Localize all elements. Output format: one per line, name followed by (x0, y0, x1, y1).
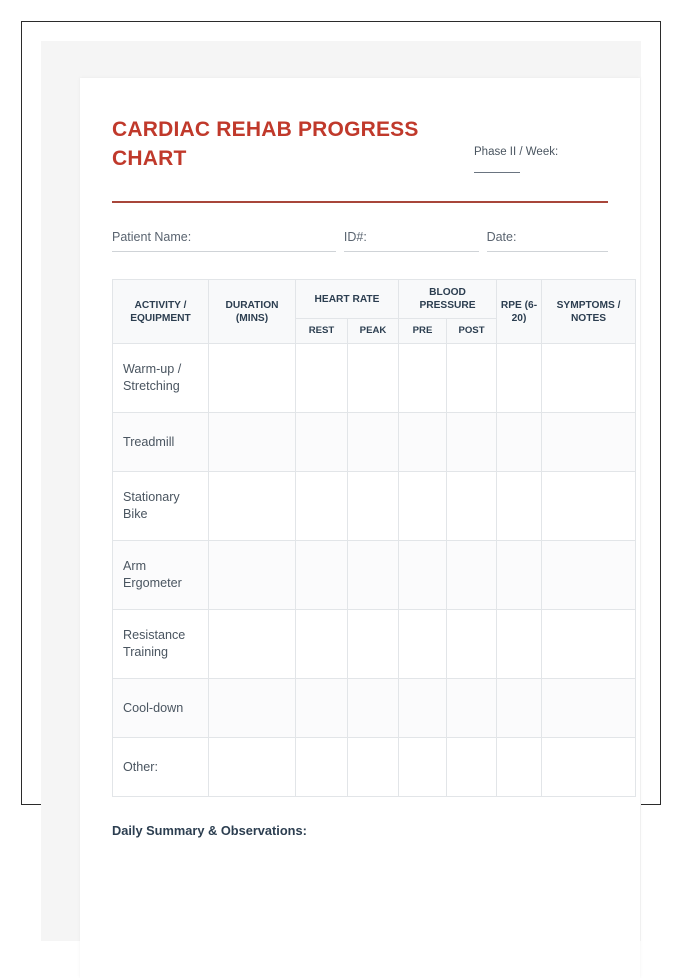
col-header-bp-pre: PRE (399, 319, 447, 344)
cell-hr-rest[interactable] (296, 610, 348, 679)
cell-bp-post[interactable] (447, 541, 497, 610)
cell-activity: Warm-up / Stretching (113, 344, 209, 413)
cell-symptoms[interactable] (542, 610, 636, 679)
browser-viewport-frame (21, 21, 661, 839)
cell-hr-peak[interactable] (348, 413, 399, 472)
cell-bp-pre[interactable] (399, 610, 447, 679)
cell-duration[interactable] (209, 610, 296, 679)
cell-bp-post[interactable] (447, 472, 497, 541)
col-header-heart-rate: HEART RATE (296, 280, 399, 319)
cell-duration[interactable] (209, 738, 296, 797)
cell-hr-peak[interactable] (348, 541, 399, 610)
cell-symptoms[interactable] (542, 472, 636, 541)
cell-hr-rest[interactable] (296, 679, 348, 738)
cell-hr-peak[interactable] (348, 679, 399, 738)
cell-hr-rest[interactable] (296, 738, 348, 797)
table-head (113, 280, 636, 344)
col-header-symptoms: SYMPTOMS / NOTES (542, 280, 636, 344)
cell-hr-peak[interactable] (348, 344, 399, 413)
cell-hr-rest[interactable] (296, 413, 348, 472)
phase-week-field[interactable] (456, 146, 606, 173)
cell-rpe[interactable] (497, 679, 542, 738)
cell-duration[interactable] (209, 679, 296, 738)
document-card (80, 78, 640, 978)
cell-duration[interactable] (209, 413, 296, 472)
patient-id-field[interactable]: ID#: (344, 230, 479, 252)
cell-bp-post[interactable] (447, 738, 497, 797)
col-header-activity: ACTIVITY / EQUIPMENT (113, 280, 209, 344)
cell-rpe[interactable] (497, 472, 542, 541)
cell-bp-pre[interactable] (399, 344, 447, 413)
cell-symptoms[interactable] (542, 541, 636, 610)
cell-rpe[interactable] (497, 413, 542, 472)
cell-hr-peak[interactable] (348, 738, 399, 797)
cell-symptoms[interactable] (542, 738, 636, 797)
cell-hr-rest[interactable] (296, 541, 348, 610)
cell-rpe[interactable] (497, 344, 542, 413)
cell-activity: Arm Ergometer (113, 541, 209, 610)
cell-bp-pre[interactable] (399, 738, 447, 797)
cell-activity: Stationary Bike (113, 472, 209, 541)
col-header-hr-peak: PEAK (348, 319, 399, 344)
cell-bp-pre[interactable] (399, 413, 447, 472)
cell-symptoms[interactable] (542, 413, 636, 472)
table-row (113, 472, 636, 541)
col-header-hr-rest: REST (296, 319, 348, 344)
table-row (113, 738, 636, 797)
page-title: CARDIAC REHAB PROGRESS CHART (112, 118, 419, 170)
document-header (112, 116, 608, 194)
cell-activity: Resistance Training (113, 610, 209, 679)
table-row (113, 413, 636, 472)
col-header-duration: DURATION (MINS) (209, 280, 296, 344)
cell-duration[interactable] (209, 472, 296, 541)
cell-symptoms[interactable] (542, 679, 636, 738)
cell-hr-rest[interactable] (296, 472, 348, 541)
date-field[interactable]: Date: (487, 230, 608, 252)
cell-hr-rest[interactable] (296, 344, 348, 413)
cell-symptoms[interactable] (542, 344, 636, 413)
cell-hr-peak[interactable] (348, 610, 399, 679)
progress-chart-table (112, 279, 636, 797)
cell-activity: Other: (113, 738, 209, 797)
title-divider (112, 201, 608, 203)
cell-bp-post[interactable] (447, 679, 497, 738)
cell-hr-peak[interactable] (348, 472, 399, 541)
cell-bp-post[interactable] (447, 344, 497, 413)
col-header-bp-post: POST (447, 319, 497, 344)
phase-week-label: Phase II / Week: (474, 146, 559, 158)
cell-rpe[interactable] (497, 738, 542, 797)
patient-name-field[interactable]: Patient Name: (112, 230, 336, 252)
table-body (113, 344, 636, 797)
cell-bp-pre[interactable] (399, 541, 447, 610)
col-header-rpe: RPE (6-20) (497, 280, 542, 344)
cell-duration[interactable] (209, 541, 296, 610)
patient-info-row (112, 230, 608, 252)
cell-activity: Cool-down (113, 679, 209, 738)
cell-bp-post[interactable] (447, 413, 497, 472)
col-header-blood-pressure: BLOOD PRESSURE (399, 280, 497, 319)
daily-summary-heading: Daily Summary & Observations: (112, 823, 307, 839)
cell-bp-pre[interactable] (399, 472, 447, 541)
table-row (113, 679, 636, 738)
table-row (113, 541, 636, 610)
table-row (113, 610, 636, 679)
table-header-row-main (113, 280, 636, 319)
document-content (80, 78, 640, 838)
cell-activity: Treadmill (113, 413, 209, 472)
phase-week-underline (474, 172, 520, 173)
cell-rpe[interactable] (497, 610, 542, 679)
table-row (113, 344, 636, 413)
cell-bp-post[interactable] (447, 610, 497, 679)
page-backdrop (41, 41, 641, 941)
cell-duration[interactable] (209, 344, 296, 413)
cell-rpe[interactable] (497, 541, 542, 610)
cell-bp-pre[interactable] (399, 679, 447, 738)
